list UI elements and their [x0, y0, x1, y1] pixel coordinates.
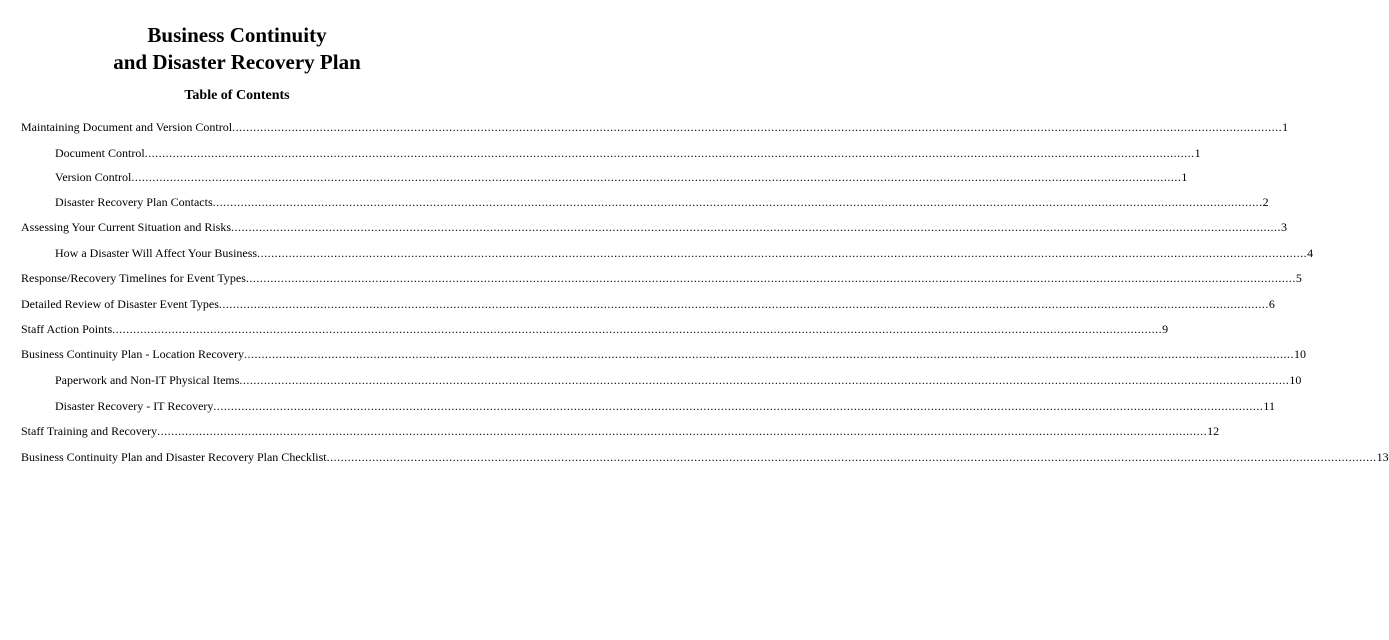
toc-dot-leader: ............................................................................................................................................................................................................................................................................................................: [212, 195, 1263, 209]
toc-entry-page-number: 12: [1207, 424, 1220, 438]
document-title-line-1: Business Continuity: [147, 23, 327, 47]
toc-entry: [21, 321, 1169, 338]
toc-entry-page-number: 1: [1194, 146, 1201, 160]
toc-entry-label: Business Continuity Plan - Location Recovery: [21, 347, 244, 361]
toc-entry-label: Paperwork and Non-IT Physical Items: [55, 373, 240, 387]
toc-entry-label: Business Continuity Plan and Disaster Recovery Plan Checklist: [21, 450, 327, 464]
toc-entry-label: Disaster Recovery Plan Contacts: [55, 195, 213, 209]
toc-dot-leader: ............................................................................................................................................................................................................................................................................................................: [257, 246, 1308, 260]
toc-entry-label: Detailed Review of Disaster Event Types: [21, 297, 219, 311]
toc-entry: [21, 423, 1220, 440]
toc-dot-leader: ............................................................................................................................................................................................................................................................................................................: [326, 450, 1377, 464]
toc-entry: [55, 245, 1314, 262]
toc-entry: [21, 346, 1306, 363]
toc-dot-leader: ............................................................................................................................................................................................................................................................................................................: [144, 146, 1195, 160]
toc-entry-page-number: 2: [1262, 195, 1269, 209]
toc-entry-page-number: 5: [1295, 271, 1302, 285]
toc-entry-page-number: 10: [1293, 347, 1306, 361]
toc-entry: [55, 194, 1269, 211]
toc-dot-leader: ............................................................................................................................................................................................................................................................................................................: [245, 271, 1296, 285]
toc-entry-page-number: 3: [1281, 220, 1288, 234]
toc-entry: [55, 372, 1302, 389]
toc-entry: [55, 145, 1201, 162]
toc-entry-page-number: 4: [1307, 246, 1314, 260]
toc-entry-label: Staff Training and Recovery: [21, 424, 158, 438]
toc-dot-leader: ............................................................................................................................................................................................................................................................................................................: [157, 424, 1208, 438]
toc-entry-page-number: 1: [1181, 170, 1188, 184]
toc-dot-leader: ............................................................................................................................................................................................................................................................................................................: [239, 373, 1290, 387]
toc-heading: Table of Contents: [184, 88, 290, 103]
toc-dot-leader: ............................................................................................................................................................................................................................................................................................................: [112, 322, 1163, 336]
toc-entry-label: Disaster Recovery - IT Recovery: [55, 399, 214, 413]
toc-entry-page-number: 13: [1376, 450, 1389, 464]
toc-entry-page-number: 6: [1268, 297, 1275, 311]
toc-entry-page-number: 11: [1263, 399, 1275, 413]
document-title-line-2: and Disaster Recovery Plan: [113, 50, 361, 74]
toc-entry-label: Version Control: [55, 170, 132, 184]
toc-entry: [21, 270, 1302, 287]
toc-entry-label: How a Disaster Will Affect Your Business: [55, 246, 258, 260]
toc-dot-leader: ............................................................................................................................................................................................................................................................................................................: [243, 347, 1294, 361]
toc-dot-leader: ............................................................................................................................................................................................................................................................................................................: [232, 120, 1283, 134]
toc-entry-label: Maintaining Document and Version Control: [21, 120, 233, 134]
toc-entry: [55, 169, 1188, 186]
toc-entry: [21, 119, 1289, 136]
toc-entry: [21, 449, 1389, 466]
toc-entry: [21, 219, 1288, 236]
toc-dot-leader: ............................................................................................................................................................................................................................................................................................................: [131, 170, 1182, 184]
toc-entry-page-number: 10: [1289, 373, 1302, 387]
toc-entry-label: Response/Recovery Timelines for Event Types: [21, 271, 246, 285]
toc-entry-label: Document Control: [55, 146, 145, 160]
toc-dot-leader: ............................................................................................................................................................................................................................................................................................................: [218, 297, 1269, 311]
toc-entry: [21, 296, 1275, 313]
toc-entry-label: Staff Action Points: [21, 322, 113, 336]
toc-entry-label: Assessing Your Current Situation and Risks: [21, 220, 232, 234]
toc-entry-page-number: 1: [1282, 120, 1289, 134]
toc-dot-leader: ............................................................................................................................................................................................................................................................................................................: [231, 220, 1282, 234]
toc-dot-leader: ............................................................................................................................................................................................................................................................................................................: [213, 399, 1264, 413]
toc-entry-page-number: 9: [1162, 322, 1169, 336]
toc-entry: [55, 398, 1275, 415]
